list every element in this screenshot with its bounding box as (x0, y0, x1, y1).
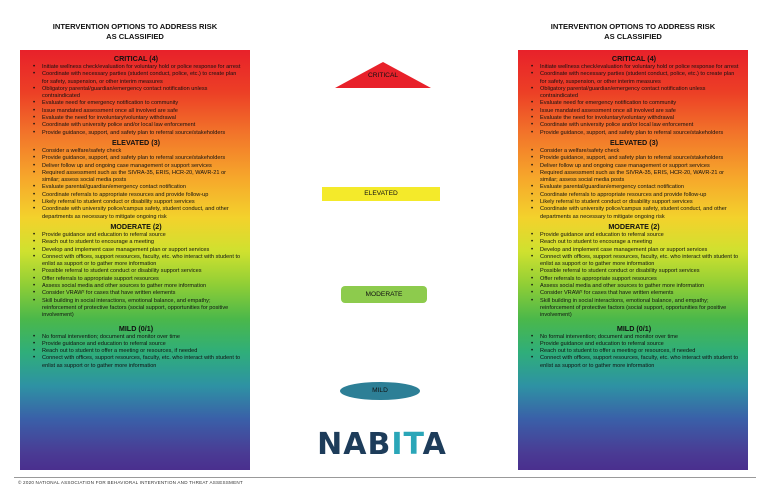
left-title-line1: INTERVENTION OPTIONS TO ADDRESS RISK (52, 22, 218, 31)
list-item: • Deliver follow up and ongoing case management or support services (30, 163, 242, 170)
list-item: • Consider a welfare/safety check (30, 148, 242, 155)
list-item: • Coordinate with university police/campus safety, student conduct, and other departments as necessary to mitigate ongoing risk (30, 206, 242, 221)
list-item: • Skill building in social interactions, emotional balance, and empathy; reinforcement of protective factors (social support, opportunities for positive involvement) (528, 298, 740, 320)
list-item: • Consider VRAW² for cases that have written elements (528, 290, 740, 297)
list-item: • Consider VRAW² for cases that have written elements (30, 290, 242, 297)
left-title-line2: AS CLASSIFIED (106, 32, 164, 41)
list-item: • Evaluate parental/guardian/emergency contact notification (30, 184, 242, 191)
moderate-marker: MODERATE (341, 286, 427, 303)
list-item: • Coordinate with university police and/or local law enforcement (528, 122, 740, 129)
critical-list (30, 64, 242, 137)
list-item: • Connect with offices, support resources, faculty, etc. who interact with student to enlist as support or to gather more information (30, 254, 242, 269)
left-intervention-panel (20, 50, 250, 470)
list-item: • Consider a welfare/safety check (528, 148, 740, 155)
critical-list (528, 64, 740, 137)
copyright-footer: © 2020 NATIONAL ASSOCIATION FOR BEHAVIORAL INTERVENTION AND THREAT ASSESSMENT (18, 480, 243, 485)
list-item: • Offer referrals to appropriate support resources (528, 276, 740, 283)
left-panel-title (20, 22, 250, 42)
list-item: • Offer referrals to appropriate support resources (30, 276, 242, 283)
moderate-list (30, 232, 242, 320)
moderate-heading: MODERATE (2) (608, 221, 660, 231)
list-item: • Coordinate referrals to appropriate resources and provide follow-up (528, 192, 740, 199)
list-item: • Obligatory parental/guardian/emergency contact notification unless contraindicated (528, 86, 740, 101)
list-item: • Deliver follow up and ongoing case management or support services (528, 163, 740, 170)
list-item: • Initiate wellness check/evaluation for voluntary hold or police response for arrest (528, 64, 740, 71)
list-item: • Evaluate parental/guardian/emergency contact notification (528, 184, 740, 191)
elevated-marker: ELEVATED (322, 187, 440, 201)
list-item: • Provide guidance, support, and safety plan to referral source/stakeholders (30, 130, 242, 137)
list-item: • Coordinate with university police and/or local law enforcement (30, 122, 242, 129)
critical-marker-label: CRITICAL (367, 72, 399, 79)
mild-list (30, 334, 242, 370)
mild-marker: MILD (340, 382, 420, 400)
elevated-heading: ELEVATED (3) (609, 137, 659, 147)
list-item: • Coordinate with university police/campus safety, student conduct, and other departments as necessary to mitigate ongoing risk (528, 206, 740, 221)
logo-part-2: IT (391, 427, 423, 462)
list-item: • Coordinate with necessary parties (student conduct, police, etc.) to create plan for safety, suspension, or other interim measures (30, 71, 242, 86)
list-item: • Provide guidance and education to referral source (528, 232, 740, 239)
list-item: • Connect with offices, support resources, faculty, etc. who interact with student to enlist as support or to gather more information (528, 355, 740, 370)
list-item: • Provide guidance, support, and safety plan to referral source/stakeholders (528, 130, 740, 137)
moderate-list (528, 232, 740, 320)
mild-heading: MILD (0/1) (616, 323, 652, 333)
right-panel-title (518, 22, 748, 42)
mild-heading: MILD (0/1) (118, 323, 154, 333)
list-item: • Coordinate with necessary parties (student conduct, police, etc.) to create plan for safety, suspension, or other interim measures (528, 71, 740, 86)
right-title-line1: INTERVENTION OPTIONS TO ADDRESS RISK (550, 22, 716, 31)
footer-divider (14, 477, 756, 478)
list-item: • Possible referral to student conduct or disability support services (528, 268, 740, 275)
risk-level-markers (295, 0, 465, 494)
list-item: • Reach out to student to offer a meeting or resources, if needed (528, 348, 740, 355)
list-item: • Initiate wellness check/evaluation for voluntary hold or police response for arrest (30, 64, 242, 71)
list-item: • Reach out to student to encourage a meeting (528, 239, 740, 246)
list-item: • Evaluate need for emergency notification to community (528, 100, 740, 107)
critical-heading: CRITICAL (4) (113, 54, 159, 63)
list-item: • Assess social media and other sources to gather more information (528, 283, 740, 290)
right-title-line2: AS CLASSIFIED (604, 32, 662, 41)
logo-part-3: A (422, 427, 447, 462)
list-item: • Develop and implement case management plan or support services (30, 247, 242, 254)
list-item: • Obligatory parental/guardian/emergency contact notification unless contraindicated (30, 86, 242, 101)
list-item: • Provide guidance, support, and safety plan to referral source/stakeholders (528, 155, 740, 162)
logo-part-1: NAB (317, 427, 392, 462)
list-item: • Connect with offices, support resources, faculty, etc. who interact with student to enlist as support or to gather more information (528, 254, 740, 269)
list-item: • Possible referral to student conduct or disability support services (30, 268, 242, 275)
list-item: • Provide guidance and education to referral source (30, 232, 242, 239)
list-item: • Assess social media and other sources to gather more information (30, 283, 242, 290)
right-intervention-panel (518, 50, 748, 470)
list-item: • Evaluate the need for involuntary/voluntary withdrawal (30, 115, 242, 122)
list-item: • Develop and implement case management plan or support services (528, 247, 740, 254)
list-item: • Connect with offices, support resources, faculty, etc. who interact with student to enlist as support or to gather more information (30, 355, 242, 370)
elevated-list (30, 148, 242, 221)
elevated-list (528, 148, 740, 221)
list-item: • Required assessment such as the SIVRA-35, ERIS, HCR-20, WAVR-21 or similar; assess social media posts (528, 170, 740, 185)
list-item: • Issue mandated assessment once all involved are safe (528, 108, 740, 115)
list-item: • Required assessment such as the SIVRA-35, ERIS, HCR-20, WAVR-21 or similar; assess social media posts (30, 170, 242, 185)
list-item: • Likely referral to student conduct or disability support services (528, 199, 740, 206)
list-item: • Issue mandated assessment once all involved are safe (30, 108, 242, 115)
critical-heading: CRITICAL (4) (611, 54, 657, 63)
list-item: • No formal intervention; document and monitor over time (30, 334, 242, 341)
elevated-heading: ELEVATED (3) (111, 137, 161, 147)
list-item: • No formal intervention; document and monitor over time (528, 334, 740, 341)
list-item: • Evaluate need for emergency notification to community (30, 100, 242, 107)
list-item: • Coordinate referrals to appropriate resources and provide follow-up (30, 192, 242, 199)
list-item: • Reach out to student to offer a meeting or resources, if needed (30, 348, 242, 355)
list-item: • Skill building in social interactions, emotional balance, and empathy; reinforcement of protective factors (social support, opportunities for positive involvement) (30, 298, 242, 320)
moderate-heading: MODERATE (2) (110, 221, 162, 231)
list-item: • Provide guidance, support, and safety plan to referral source/stakeholders (30, 155, 242, 162)
list-item: • Provide guidance and education to referral source (30, 341, 242, 348)
mild-list (528, 334, 740, 370)
nabita-logo (317, 428, 447, 462)
list-item: • Provide guidance and education to referral source (528, 341, 740, 348)
list-item: • Evaluate the need for involuntary/voluntary withdrawal (528, 115, 740, 122)
list-item: • Reach out to student to encourage a meeting (30, 239, 242, 246)
list-item: • Likely referral to student conduct or disability support services (30, 199, 242, 206)
